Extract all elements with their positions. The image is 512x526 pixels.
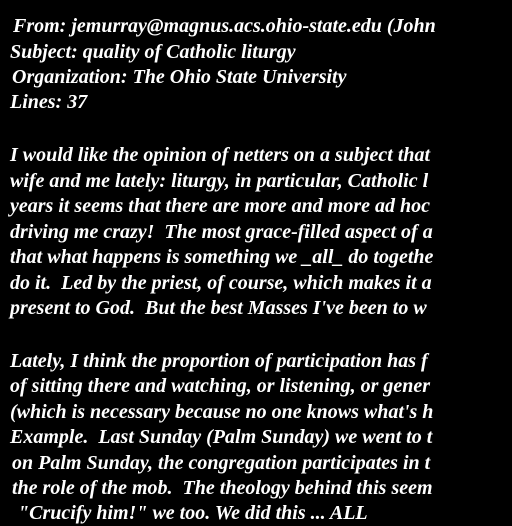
- body-line: present to God. But the best Masses I've been to w: [10, 297, 427, 319]
- header-lines: Lines: 37: [10, 91, 88, 113]
- body-line: of sitting there and watching, or listening, or gener: [10, 375, 431, 397]
- body-line: Example. Last Sunday (Palm Sunday) we went to t: [10, 426, 433, 448]
- body-line: years it seems that there are more and more ad hoc: [10, 195, 430, 217]
- body-line: "Crucify him!" we too. We did this ... ALL: [18, 502, 368, 524]
- body-line: wife and me lately: liturgy, in particular, Catholic l: [10, 170, 429, 192]
- header-organization: Organization: The Ohio State University: [12, 66, 347, 88]
- body-line: that what happens is something we _all_ do togethe: [10, 246, 434, 268]
- body-line: (which is necessary because no one knows what's h: [10, 401, 434, 423]
- header-subject: Subject: quality of Catholic liturgy: [10, 41, 296, 63]
- header-from: From: jemurray@magnus.acs.ohio-state.edu (John: [13, 15, 436, 37]
- body-line: I would like the opinion of netters on a subject that: [10, 144, 431, 166]
- body-line: do it. Led by the priest, of course, which makes it a: [10, 272, 432, 294]
- body-line: the role of the mob. The theology behind this seem: [12, 477, 433, 499]
- body-line: Lately, I think the proportion of participation has f: [10, 350, 428, 372]
- body-line: on Palm Sunday, the congregation participates in t: [12, 452, 431, 474]
- body-line: driving me crazy! The most grace-filled aspect of a: [10, 221, 433, 243]
